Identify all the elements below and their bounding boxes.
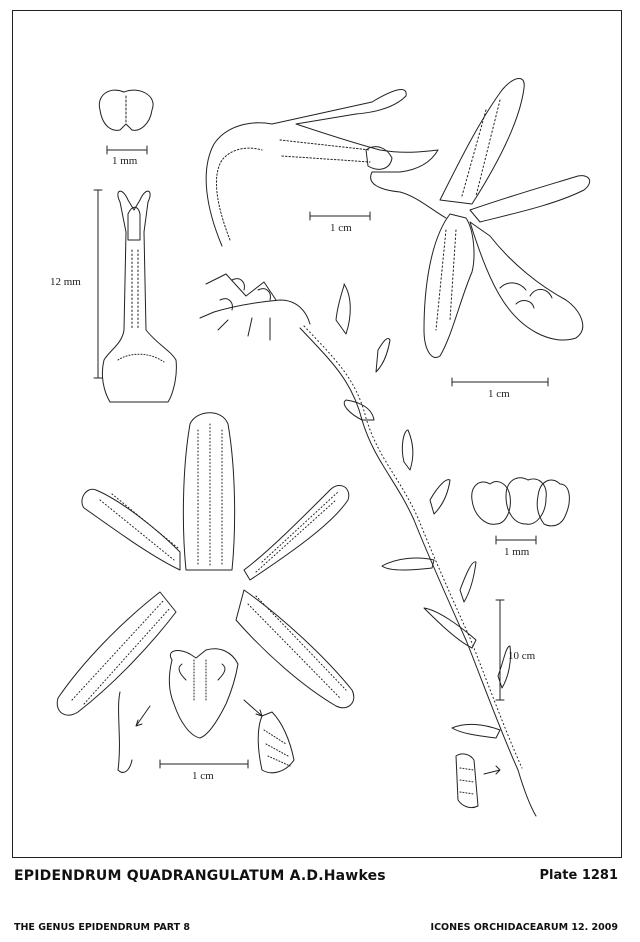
plate-number: Plate 1281	[539, 868, 618, 883]
species-title: EPIDENDRUM QUADRANGULATUM A.D.Hawkes	[14, 868, 386, 884]
anther-cap-scale-label: 1 mm	[112, 155, 138, 167]
journal-citation: ICONES ORCHIDACEARUM 12. 2009	[430, 922, 618, 933]
flower-side-view-drawing	[206, 89, 446, 246]
pollinia-scale-label: 1 mm	[504, 546, 530, 558]
dissection-scale-label: 1 cm	[192, 770, 214, 782]
column-drawing	[94, 190, 176, 402]
flower-side-scale-label: 1 cm	[330, 222, 352, 234]
column-scale-label: 12 mm	[50, 276, 81, 288]
habit-drawing	[200, 274, 536, 816]
series-title: THE GENUS EPIDENDRUM PART 8	[14, 922, 191, 933]
anther-cap-drawing	[99, 90, 153, 154]
dissected-perianth-drawing	[57, 413, 354, 773]
habit-scale-label: 10 cm	[508, 650, 536, 662]
pollinia-drawing	[472, 478, 570, 544]
flower-front-scale-label: 1 cm	[488, 388, 510, 400]
flower-front-view-drawing	[424, 78, 590, 386]
